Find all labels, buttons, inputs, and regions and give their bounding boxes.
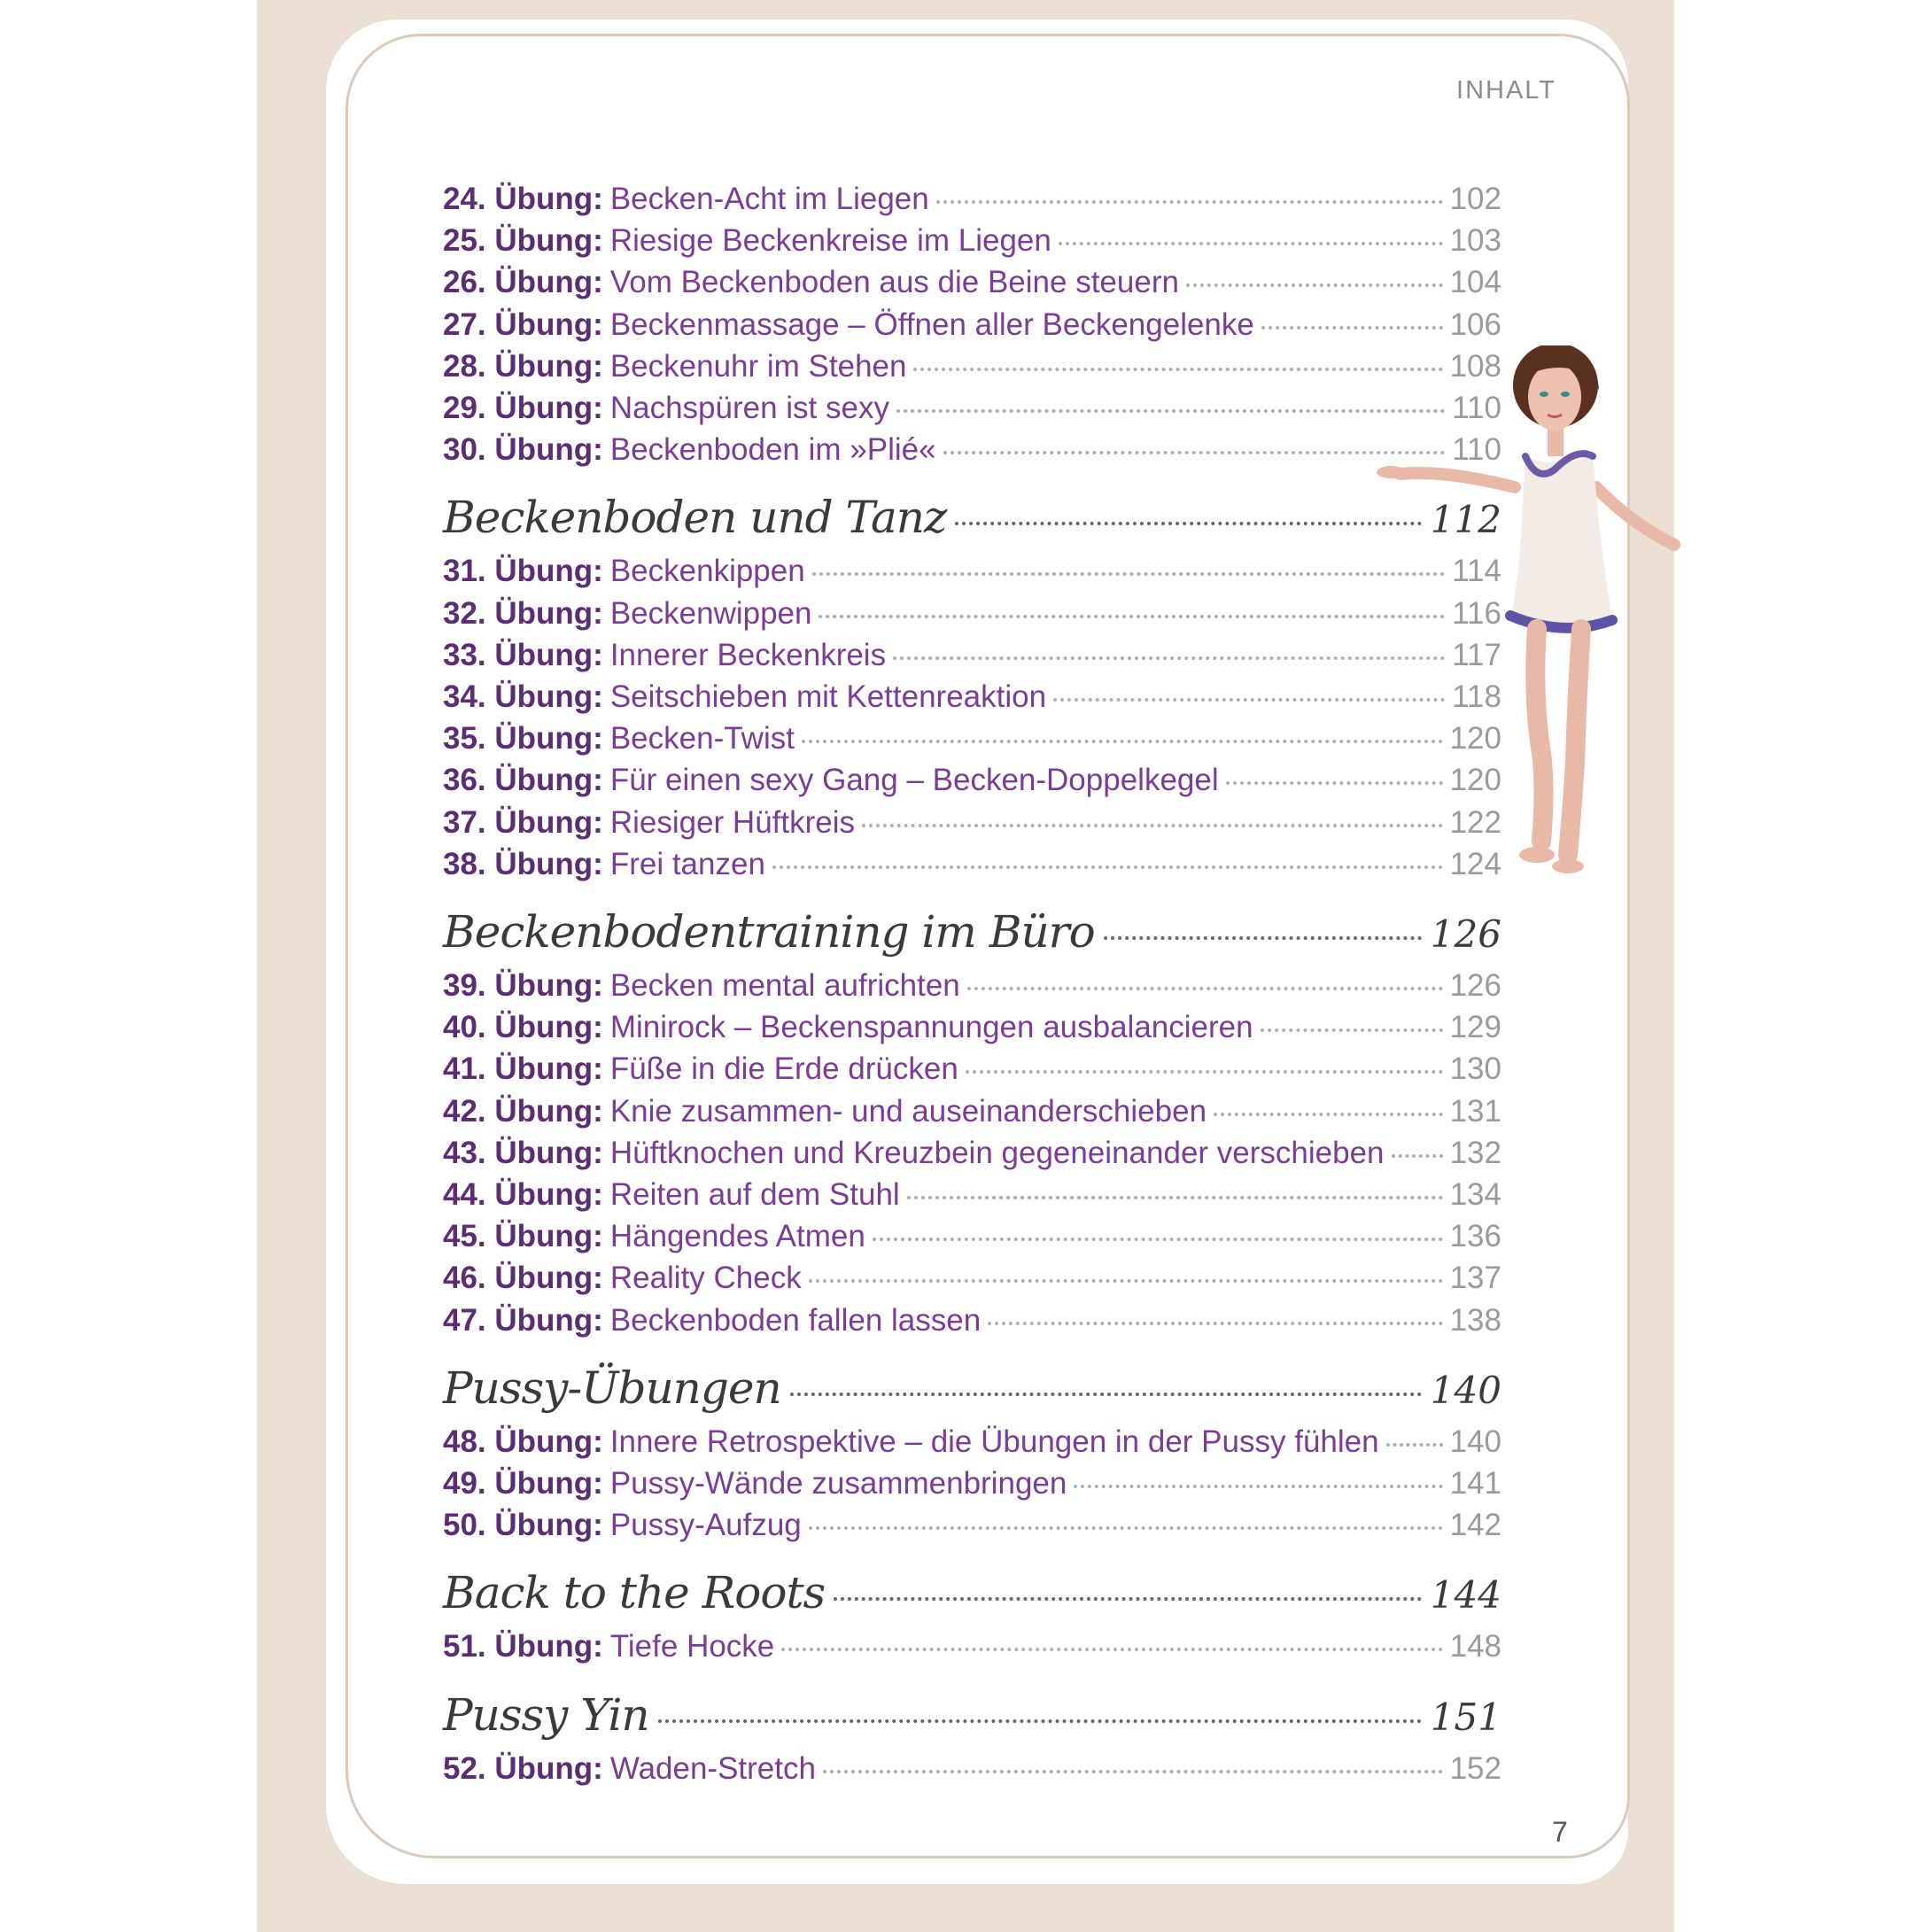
dot-leader (790, 1393, 1422, 1396)
section-title: Pussy Yin (443, 1688, 649, 1741)
exercise-title: Beckenboden fallen lassen (609, 1302, 982, 1338)
exercise-title: Innere Retrospektive – die Übungen in der Pussy fühlen (609, 1424, 1379, 1459)
toc-exercise-row[interactable] (443, 1134, 1501, 1173)
exercise-number: 28. Übung: (443, 348, 603, 384)
toc-section-row[interactable] (443, 1362, 1501, 1424)
exercise-number: 48. Übung: (443, 1424, 603, 1459)
exercise-number: 38. Übung: (443, 846, 603, 881)
page-ref: 110 (1452, 432, 1501, 468)
dot-leader (1186, 283, 1443, 287)
page-ref: 138 (1449, 1302, 1501, 1338)
exercise-number: 49. Übung: (443, 1466, 603, 1501)
toc-exercise-row[interactable] (443, 966, 1501, 1005)
page-ref: 148 (1449, 1629, 1501, 1664)
dot-leader (1214, 1113, 1443, 1116)
dot-leader (907, 1196, 1443, 1199)
dot-leader (819, 615, 1445, 618)
toc-exercise-row[interactable] (443, 761, 1501, 800)
page-ref: 136 (1449, 1219, 1501, 1254)
page-ref: 103 (1449, 223, 1501, 259)
toc-exercise-row[interactable] (443, 1506, 1501, 1545)
dot-leader (802, 740, 1443, 743)
page-ref: 140 (1449, 1424, 1501, 1459)
page-ref: 129 (1449, 1010, 1501, 1045)
page-ref: 130 (1449, 1051, 1501, 1087)
page-ref: 102 (1449, 182, 1501, 216)
dot-leader (1059, 242, 1443, 245)
exercise-number: 24. Übung: (443, 182, 603, 216)
exercise-number: 52. Übung: (443, 1750, 603, 1786)
exercise-title: Beckenuhr im Stehen (609, 348, 907, 384)
page-number: 7 (1552, 1816, 1568, 1848)
section-page-ref: 112 (1430, 498, 1501, 542)
dot-leader (781, 1648, 1442, 1651)
page-ref: 122 (1449, 804, 1501, 840)
toc-exercise-row[interactable] (443, 1259, 1501, 1298)
toc-exercise-row[interactable] (443, 636, 1501, 675)
section-title: Beckenboden und Tanz (443, 492, 947, 544)
section-page-ref: 126 (1430, 912, 1501, 956)
exercise-number: 26. Übung: (443, 265, 603, 300)
page-ref: 134 (1449, 1177, 1501, 1212)
exercise-title: Seitschieben mit Kettenreaktion (609, 679, 1047, 714)
exercise-title: Vom Beckenboden aus die Beine steuern (609, 265, 1179, 300)
exercise-number: 47. Übung: (443, 1302, 603, 1338)
toc-exercise-row[interactable] (443, 1464, 1501, 1503)
exercise-title: Tiefe Hocke (609, 1629, 775, 1664)
exercise-number: 40. Übung: (443, 1010, 603, 1045)
exercise-number: 44. Übung: (443, 1177, 603, 1212)
exercise-title: Füße in die Erde drücken (609, 1051, 958, 1087)
dot-leader (967, 987, 1443, 990)
page-ref: 117 (1452, 637, 1501, 672)
dancer-illustration (1364, 345, 1683, 877)
exercise-title: Minirock – Beckenspannungen ausbalancieren (609, 1010, 1253, 1045)
exercise-title: Hängendes Atmen (609, 1219, 865, 1254)
section-title: Pussy-Übungen (443, 1362, 781, 1414)
exercise-number: 46. Übung: (443, 1261, 603, 1296)
toc-exercise-row[interactable] (443, 1217, 1501, 1256)
exercise-number: 25. Übung: (443, 223, 603, 259)
exercise-title: Beckenmassage – Öffnen aller Beckengelenke (609, 306, 1254, 342)
exercise-number: 43. Übung: (443, 1135, 603, 1170)
exercise-title: Waden-Stretch (609, 1750, 816, 1786)
page-ref: 108 (1449, 348, 1501, 384)
page-ref: 116 (1452, 595, 1501, 631)
dot-leader (955, 522, 1421, 525)
dot-leader (1104, 936, 1422, 940)
page-ref: 137 (1449, 1261, 1501, 1296)
exercise-title: Reality Check (609, 1261, 802, 1296)
exercise-title: Für einen sexy Gang – Becken-Doppelkegel (609, 763, 1219, 798)
section-page-ref: 144 (1430, 1573, 1501, 1618)
toc-exercise-row[interactable] (443, 180, 1501, 219)
exercise-number: 34. Übung: (443, 679, 603, 714)
toc-exercise-row[interactable] (443, 306, 1501, 345)
page-ref: 131 (1449, 1093, 1501, 1129)
dot-leader (809, 1526, 1443, 1530)
toc-section-row[interactable] (443, 906, 1501, 968)
dot-leader (834, 1597, 1422, 1601)
page-ref: 104 (1449, 265, 1501, 300)
exercise-title: Becken mental aufrichten (609, 968, 960, 1003)
exercise-number: 36. Übung: (443, 763, 603, 798)
toc-exercise-row[interactable] (443, 803, 1501, 842)
page-ref: 120 (1449, 721, 1501, 757)
dot-leader (873, 1238, 1443, 1241)
exercise-number: 32. Übung: (443, 595, 603, 631)
dot-leader (658, 1719, 1422, 1723)
dot-leader (772, 865, 1443, 869)
running-header: INHALT (1456, 76, 1556, 105)
dot-leader (1386, 1443, 1443, 1447)
toc-exercise-row[interactable] (443, 1423, 1501, 1462)
page-ref: 152 (1449, 1750, 1501, 1786)
toc-section-row[interactable] (443, 1689, 1501, 1751)
dot-leader (1392, 1154, 1443, 1158)
exercise-title: Knie zusammen- und auseinanderschieben (609, 1093, 1207, 1129)
section-page-ref: 140 (1430, 1368, 1501, 1412)
toc-exercise-row[interactable] (443, 1175, 1501, 1214)
dot-leader (1261, 326, 1443, 330)
exercise-title: Reiten auf dem Stuhl (609, 1177, 900, 1212)
exercise-number: 29. Übung: (443, 391, 603, 425)
dot-leader (896, 409, 1445, 413)
exercise-number: 35. Übung: (443, 721, 603, 757)
toc-exercise-row[interactable] (443, 221, 1501, 260)
page-ref: 142 (1449, 1508, 1501, 1543)
exercise-number: 27. Übung: (443, 306, 603, 342)
toc-exercise-row[interactable] (443, 1008, 1501, 1047)
exercise-title: Riesiger Hüftkreis (609, 804, 856, 840)
page-ref: 106 (1449, 306, 1501, 342)
page-ref: 114 (1452, 554, 1501, 589)
section-page-ref: 151 (1430, 1695, 1501, 1739)
exercise-number: 31. Übung: (443, 554, 603, 589)
section-title: Beckenbodentraining im Büro (443, 906, 1095, 958)
exercise-title: Beckenkippen (609, 554, 805, 589)
dot-leader (988, 1322, 1442, 1325)
toc-exercise-row[interactable] (443, 347, 1501, 386)
toc-exercise-row[interactable] (443, 594, 1501, 633)
toc-exercise-row[interactable] (443, 552, 1501, 591)
toc-exercise-row[interactable] (443, 1092, 1501, 1131)
toc-exercise-row[interactable] (443, 678, 1501, 717)
page-ref: 120 (1449, 763, 1501, 798)
toc-exercise-row[interactable] (443, 431, 1501, 469)
toc-section-row[interactable] (443, 1567, 1501, 1629)
exercise-number: 50. Übung: (443, 1508, 603, 1543)
toc-exercise-row[interactable] (443, 263, 1501, 302)
exercise-number: 45. Übung: (443, 1219, 603, 1254)
dot-leader (862, 824, 1443, 827)
dot-leader (936, 200, 1443, 204)
toc-section-row[interactable] (443, 492, 1501, 554)
exercise-number: 39. Übung: (443, 968, 603, 1003)
exercise-title: Innerer Beckenkreis (609, 637, 887, 672)
dot-leader (812, 572, 1445, 576)
page-ref: 124 (1449, 846, 1501, 881)
toc-exercise-row[interactable] (443, 389, 1501, 428)
exercise-title: Becken-Twist (609, 721, 795, 757)
toc-exercise-row[interactable] (443, 1301, 1501, 1340)
dot-leader (823, 1770, 1443, 1773)
exercise-title: Hüftknochen und Kreuzbein gegeneinander verschieben (609, 1135, 1385, 1170)
section-title: Back to the Roots (443, 1567, 826, 1619)
exercise-title: Frei tanzen (609, 846, 765, 881)
toc-exercise-row[interactable] (443, 1627, 1501, 1666)
toc-exercise-row[interactable] (443, 1050, 1501, 1089)
dot-leader (893, 656, 1445, 660)
exercise-title: Nachspüren ist sexy (609, 391, 889, 425)
exercise-number: 51. Übung: (443, 1629, 603, 1664)
exercise-number: 37. Übung: (443, 804, 603, 840)
toc-exercise-row[interactable] (443, 719, 1501, 758)
toc-exercise-row[interactable] (443, 845, 1501, 884)
page-ref: 141 (1449, 1466, 1501, 1501)
dot-leader (966, 1070, 1443, 1074)
dot-leader (1261, 1028, 1443, 1032)
exercise-number: 30. Übung: (443, 432, 603, 468)
dot-leader (809, 1279, 1443, 1283)
page-ref: 126 (1449, 968, 1501, 1003)
exercise-title: Becken-Acht im Liegen (609, 182, 929, 216)
exercise-title: Beckenwippen (609, 595, 812, 631)
dot-leader (1074, 1485, 1442, 1488)
exercise-title: Riesige Beckenkreise im Liegen (609, 223, 1051, 259)
exercise-number: 41. Übung: (443, 1051, 603, 1087)
page-ref: 132 (1449, 1135, 1501, 1170)
exercise-number: 33. Übung: (443, 637, 603, 672)
toc-exercise-row[interactable] (443, 1750, 1501, 1788)
exercise-title: Pussy-Aufzug (609, 1508, 802, 1543)
exercise-title: Beckenboden im »Plié« (609, 432, 936, 468)
exercise-number: 42. Übung: (443, 1093, 603, 1129)
page-ref: 110 (1452, 391, 1501, 425)
page-ref: 118 (1452, 679, 1501, 714)
exercise-title: Pussy-Wände zusammenbringen (609, 1466, 1067, 1501)
